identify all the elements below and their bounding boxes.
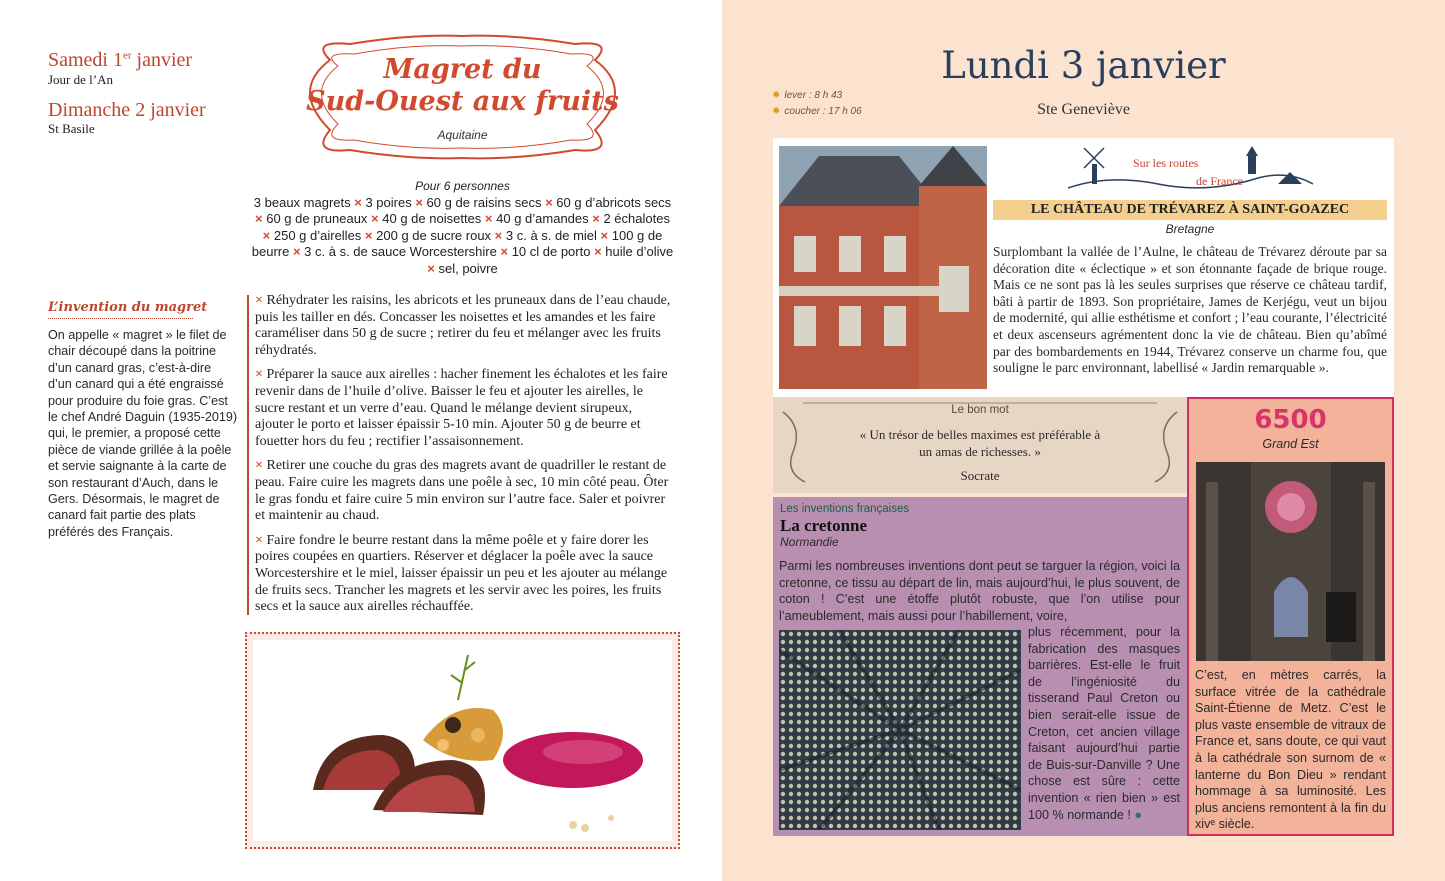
invention-kicker: Les inventions françaises (780, 503, 910, 515)
stat-box (1187, 397, 1394, 836)
sunrise: ✹ lever : 8 h 43 (772, 90, 843, 101)
routes-line1: Sur les routes (1133, 156, 1199, 170)
ingredient-item: 2 échalotes (603, 211, 670, 227)
castle-title: LE CHÂTEAU DE TRÉVAREZ À SAINT-GOAZEC (993, 200, 1387, 220)
castle-illustration (779, 146, 987, 389)
quote-label: Le bon mot (951, 404, 1009, 416)
invention-text-side: plus récemment, pour la fabrication des masques barrières. Est-elle le fruit de l’ingéniosité du tisserand Paul Creton ou bien serait-elle issue de Creton, cet ancien village faisant aujourd’hui partie de Buis-sur-Danville ? Une chose est sûre : cette invention « rien bien » est 100 % normande ! ● (1028, 625, 1180, 822)
ingredient-item: huile d’olive (605, 244, 674, 260)
routes-line2: de France (1196, 174, 1243, 188)
invention-text-top: Parmi les nombreuses inventions dont peut se targuer la région, voici la cretonne, ce tissu au départ de lin, mais aujourd’hui, le plus souvent, de coton ! C’est une étoffe plutôt robuste, que l’on utilise pour l’ameublement, mais aussi pour l’habillement, voire, (779, 559, 1180, 623)
recipe-title-line1: Magret du (383, 54, 542, 85)
fabric-photo (779, 630, 1021, 830)
ingredient-separator-icon: × (596, 227, 612, 243)
ingredient-separator-icon: × (427, 260, 439, 276)
ingredient-item: 10 cl de porto (511, 244, 591, 260)
ingredient-separator-icon: × (496, 244, 512, 260)
ingredient-item: 250 g d’airelles (273, 227, 362, 243)
stat-text: C’est, en mètres carrés, la surface vitrée de la cathédrale Saint-Étienne de Metz. C’est le plus vaste ensemble de vitraux de France et, sans doute, ce qui vaut à la cathédrale son surnom de « lanterne du Bon Dieu » rendant hommage à sa luminosité. Les plus anciens remontent à la fin du xivᵉ siècle. (1195, 668, 1386, 832)
day-title-saturday: Samedi 1er janvier (48, 49, 193, 71)
step-3: × Retirer une couche du gras des magrets avant de quadriller le restant de peau. Faire cuire les magrets dans une poêle à sec, 10 min côté peau. Ôter le gras fondu et faire cuire 5 min environ sur l’autre face. Saler et poivrer et maintenir au chaud. (255, 458, 669, 524)
saint-of-day: Ste Geneviève (1037, 101, 1130, 118)
ingredient-item: 3 c. à s. de sauce Worcestershire (304, 244, 497, 260)
recipe-banner (290, 30, 635, 168)
quote-text: « Un trésor de belles maximes est préférable à un amas de richesses. » (859, 427, 1101, 459)
left-page (0, 0, 722, 881)
ingredient-separator-icon: × (289, 244, 305, 260)
ingredient-item: 200 g de sucre roux (376, 227, 492, 243)
sidebar-title: L’invention du magret (48, 300, 208, 315)
step-2: × Préparer la sauce aux airelles : hacher finement les échalotes et les faire revenir dans de l’huile d’olive. Baisser le feu et ajouter les airelles, le sucre restant et un verre d’eau. Quand le mélange devient sirupeux, ajouter le porto et laisser épaissir 5-10 min. Ajouter 50 g de beurre et fouetter hors du feu ; rectifier l’assaisonnement. (255, 367, 668, 449)
invention-region: Normandie (780, 535, 839, 549)
ingredient-separator-icon: × (588, 211, 604, 227)
ingredient-list (250, 195, 675, 278)
fabric-illustration (779, 630, 1021, 830)
castle-region: Bretagne (1165, 222, 1215, 236)
day-label-sunday: St Basile (48, 121, 95, 136)
ingredient-separator-icon: × (541, 194, 557, 210)
steps-rule (247, 295, 249, 615)
page-title: Lundi 3 janvier (941, 44, 1226, 87)
invention-box (773, 497, 1187, 836)
ingredient-item: 100 g de beurre (251, 227, 663, 260)
ingredient-separator-icon: × (367, 211, 383, 227)
sidebar-text: On appelle « magret » le filet de chair découpé dans la poitrine d’un canard gras, c’est-à-dire d’un canard qui a été engraissé pour produire du foie gras. C’est le chef André Daguin (1935-2019) qui, le premier, a proposé cette pièce de viande grillée à la poêle et servie saignante à la carte de son restaurant d’Auch, dans le Gers. Désormais, le magret de canard fait partie des plats préférés des Français. (48, 328, 238, 539)
day-title-sunday: Dimanche 2 janvier (48, 99, 206, 121)
ingredient-separator-icon: × (491, 227, 506, 243)
ingredient-item: 60 g de raisins secs (426, 194, 542, 210)
invention-title: La cretonne (780, 516, 868, 535)
ingredient-separator-icon: × (262, 227, 274, 243)
servings: Pour 6 personnes (415, 179, 510, 193)
dish-photo-frame (245, 632, 680, 849)
ingredient-separator-icon: × (255, 211, 267, 227)
recipe-region: Aquitaine (437, 128, 488, 142)
ingredient-separator-icon: × (481, 211, 497, 227)
sidebar-divider (48, 318, 193, 319)
ingredient-item: sel, poivre (438, 260, 498, 276)
recipe-title-line2: Sud-Ouest aux fruits (306, 86, 619, 117)
ingredient-item: 60 g d’abricots secs (556, 194, 672, 210)
ingredient-item: 3 poires (365, 194, 412, 210)
ingredients-block (250, 178, 675, 278)
routes-section (773, 138, 1394, 397)
sun-icon: ✹ (772, 106, 781, 117)
ingredient-separator-icon: × (411, 194, 427, 210)
quote-box (773, 397, 1187, 493)
quote-author: Socrate (960, 468, 1000, 483)
castle-text: Surplombant la vallée de l’Aulne, le château de Trévarez déroute par sa décoration dite « éclectique » et son étonnante façade de brique rouge. Mais ce ne sont pas là les seules surprises que réserve ce château tardif, bâti à partir de 1893. Son propriétaire, James de Kerjégu, veut un bijou de modernité, qui allie esthétisme et confort ; l’eau courante, l’électricité et deux ascenseurs agrémentent donc la vie de château. Bien qu’abîmé par des bombardements en 1944, Trévarez conserve un charme fou, que souligne le parc environnant, labellisé « Jardin remarquable ». (993, 244, 1387, 376)
ingredient-item: 3 beaux magrets (253, 194, 351, 210)
sun-icon: ✹ (772, 90, 781, 101)
ingredient-item: 3 c. à s. de miel (505, 227, 597, 243)
castle-photo (779, 146, 987, 389)
cathedral-photo (1196, 462, 1385, 661)
ingredient-item: 40 g d’amandes (496, 211, 589, 227)
day-label-saturday: Jour de l’An (48, 72, 113, 87)
ingredient-separator-icon: × (590, 244, 606, 260)
stat-number: 6500 (1254, 405, 1327, 435)
routes-logo (1068, 144, 1313, 194)
recipe-steps (255, 293, 673, 624)
ingredient-item: 60 g de pruneaux (266, 211, 368, 227)
step-4: × Faire fondre le beurre restant dans la même poêle et y faire dorer les poires coupées en quartiers. Réserver et déglacer la poêle avec la sauce Worcestershire et le miel, laisser épaissir un peu et les ajouter au mélange de fruits secs. Trancher les magrets et les servir avec les poires, les fruits secs et la sauce aux airelles réchauffée. (255, 532, 668, 615)
step-1: × Réhydrater les raisins, les abricots et les pruneaux dans de l’eau chaude, puis les tailler en dés. Concasser les noisettes et les amandes et les faire caraméliser dans 50 g de sucre ; retirer du feu et mélanger avec les fruits réhydratés. (255, 293, 671, 358)
dish-photo (253, 640, 672, 841)
sunset: ✹ coucher : 17 h 06 (772, 106, 862, 117)
end-mark-icon: ● (1134, 807, 1143, 822)
cathedral-illustration (1196, 462, 1385, 661)
ingredient-separator-icon: × (350, 194, 366, 210)
stat-region: Grand Est (1262, 437, 1319, 451)
ingredient-separator-icon: × (361, 227, 377, 243)
dish-illustration (253, 640, 672, 841)
ingredient-item: 40 g de noisettes (382, 211, 482, 227)
